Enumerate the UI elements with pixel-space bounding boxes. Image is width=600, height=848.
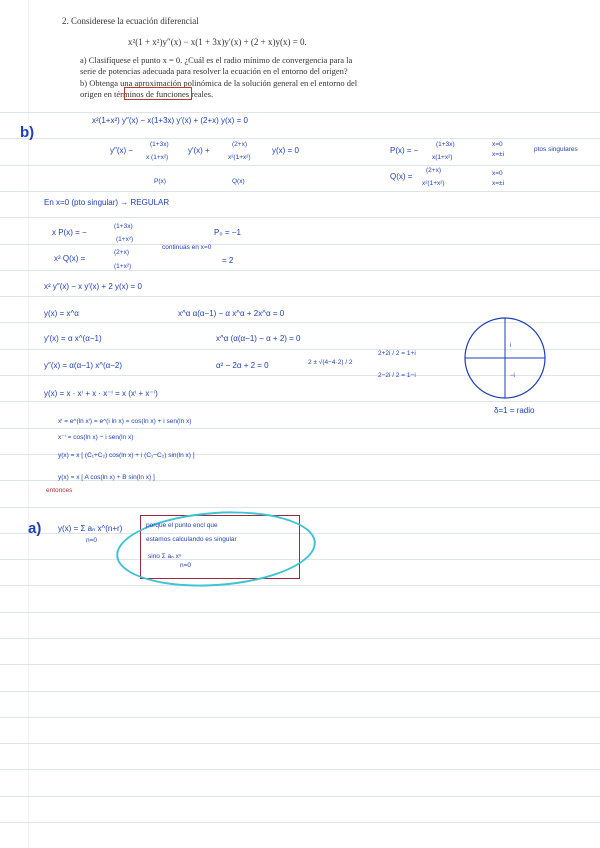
xp-expression: x P(x) = − [52,228,87,237]
root-one: 2+2i / 2 = 1+i [378,350,416,357]
x-power-neg-i: x⁻ⁱ = cos(ln x) − i sen(ln x) [58,434,134,441]
box-line-1: porque el punto encl que [146,522,218,529]
p-fraction-den: x (1+x²) [146,154,169,161]
standard-form-mid: y′(x) + [188,146,210,155]
characteristic-equation: α² − 2α + 2 = 0 [216,361,269,370]
ruled-line [0,769,600,770]
root-two: 2−2i / 2 = 1−i [378,372,416,379]
box-series-index: n=0 [180,562,192,569]
substitution: x^α α(α−1) − α x^α + 2x^α = 0 [178,309,285,318]
p-fraction-num: (1+3x) [150,141,169,148]
ruled-line [0,691,600,692]
ruled-line [0,612,600,613]
entonces-note: entonces [46,487,73,494]
ruled-line [0,717,600,718]
problem-item-b: b) Obtenga una aproximación polinómica de la solución general en el entorno del origen en términos de funciones reales. [80,78,358,99]
ruled-line [0,244,600,245]
under-p-label: P(x) [154,178,166,185]
q-definition-den: x²(1+x²) [422,180,445,187]
x2q-num: (2+x) [114,249,129,256]
problem-equation: x²(1 + x²)y″(x) − x(1 + 3x)y′(x) + (2 + x)y(x) = 0. [128,37,307,47]
ruled-line [0,664,600,665]
radius-note: δ=1 = radio [494,406,535,415]
series-expression: y(x) = Σ aₙ x^(n+r) [58,524,123,533]
label-i: i [510,343,512,349]
box-line-3: sino Σ aₙ xⁿ [148,553,182,560]
convergence-circle-diagram [460,315,550,401]
ruled-line [0,217,600,218]
continuous-note: continuas en x=0 [162,244,212,251]
ruled-line [0,191,600,192]
p-zero: P₀ = −1 [214,228,241,237]
euler-equation: x² y″(x) − x y′(x) + 2 y(x) = 0 [44,282,142,291]
xp-den: (1+x²) [116,236,134,243]
p-root-2: x=±i [492,151,505,158]
characteristic-roots: 2 ± √(4−4·2) / 2 [308,359,353,366]
p-definition-den: x(1+x²) [432,154,453,161]
under-q-label: Q(x) [232,178,245,185]
label-b: b) [20,124,35,141]
ruled-line [0,112,600,113]
final-solution: y(x) = x [ A cos(ln x) + B sin(ln x) ] [58,474,155,481]
ruled-line [0,638,600,639]
xp-num: (1+3x) [114,223,133,230]
standard-form-tail: y(x) = 0 [272,146,299,155]
p-root-1: x=0 [492,141,503,148]
ruled-line [0,428,600,429]
y-second-derivative: y″(x) = α(α−1) x^(α−2) [44,361,123,370]
ruled-line [0,270,600,271]
y-ansatz: y(x) = x^α [44,309,79,318]
y-first-derivative: y′(x) = α x^(α−1) [44,334,102,343]
ruled-line [0,743,600,744]
p-definition: P(x) = − [390,146,419,155]
ruled-line [0,401,600,402]
label-neg-i: −i [510,373,515,379]
ruled-line [0,138,600,139]
q-definition-num: (2+x) [426,167,441,174]
ruled-line [0,296,600,297]
ruled-line [0,165,600,166]
q-zero: = 2 [222,256,234,265]
box-line-2: estamos calculando es singular [146,536,237,543]
main-equation: x²(1+x²) y″(x) − x(1+3x) y′(x) + (2+x) y(x) = 0 [92,116,248,125]
q-root-2: x=±i [492,180,505,187]
problem-title: 2. Considerese la ecuación diferencial [62,16,199,26]
problem-item-a: a) Clasifíquese el punto x = 0. ¿Cuál es el radio mínimo de convergencia para la serie de potencias adecuada para resolver la ecuación en el entorno del origen? [80,55,353,76]
label-a: a) [28,520,42,537]
series-index-start: n=0 [86,537,98,544]
standard-form-lhs: y″(x) − [110,146,134,155]
ruled-line [0,796,600,797]
ruled-line [0,507,600,508]
factored-equation: x^α (α(α−1) − α + 2) = 0 [216,334,301,343]
general-solution: y(x) = x · xⁱ + x · x⁻ⁱ = x (xⁱ + x⁻ⁱ) [44,389,158,398]
q-fraction-den: x²(1+x²) [228,154,251,161]
x2q-den: (1+x²) [114,263,132,270]
highlight-box [124,87,192,100]
regular-singular-note: En x=0 (pto singular) → REGULAR [44,198,170,207]
x2q-expression: x² Q(x) = [54,254,86,263]
ruled-line [0,585,600,586]
q-definition: Q(x) = [390,172,413,181]
x-power-i: xⁱ = e^(ln xⁱ) = e^(i ln x) = cos(ln x) + i sen(ln x) [58,418,192,425]
q-root-1: x=0 [492,170,503,177]
q-fraction-num: (2+x) [232,141,247,148]
p-definition-num: (1+3x) [436,141,455,148]
ruled-line [0,822,600,823]
solution-constants: y(x) = x [ (C₁+C₂) cos(ln x) + i (C₁−C₂) sin(ln x) ] [58,452,195,459]
singular-points-note: ptos singulares [534,146,578,153]
